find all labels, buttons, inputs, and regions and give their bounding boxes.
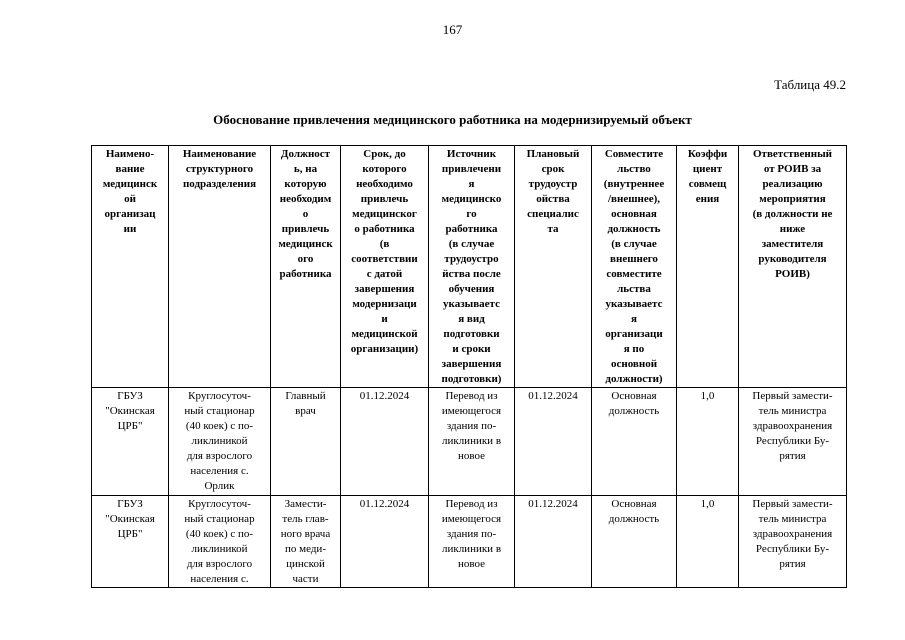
column-header-5-line: трудоустро — [444, 253, 499, 265]
column-header-1-line: вание — [115, 163, 145, 175]
column-header-9-line: РОИВ) — [775, 268, 810, 280]
column-header-3-line: ого — [297, 253, 314, 265]
table-label: Таблица 49.2 — [774, 77, 846, 92]
table-row — [92, 496, 847, 588]
column-header-7-line: должности) — [605, 373, 663, 385]
table-cell-col-1-line: "Окинская — [105, 513, 155, 525]
column-header-3-line: необходим — [279, 193, 332, 205]
table-cell-col-9-line: рятия — [779, 558, 806, 570]
table-cell-col-2-line: (40 коек) с по- — [185, 420, 254, 432]
column-header-2-line: структурного — [185, 163, 254, 175]
table-cell-col-9-line: тель министра — [758, 405, 827, 417]
table-cell-col-2-line: ный стационар — [184, 405, 255, 417]
column-header-2-line: подразделения — [182, 178, 257, 190]
table-cell-col-3-line: по меди- — [285, 543, 326, 555]
column-header-4-line: Срок, до — [363, 148, 406, 160]
table-cell-col-4 — [341, 388, 429, 496]
column-header-6-line: трудоустр — [528, 178, 578, 190]
column-header-9-line: ниже — [779, 223, 806, 235]
column-header-4-line: модернизаци — [352, 298, 417, 310]
table-cell-col-3-line: части — [292, 573, 319, 585]
table-cell-col-5-line: новое — [457, 558, 486, 570]
column-header-4-line: медицинског — [352, 208, 417, 220]
table-cell-col-2 — [169, 388, 271, 496]
page-number: 167 — [442, 22, 463, 37]
table-cell-col-2-line: для взрослого — [186, 558, 253, 570]
table-cell-col-5-line: ликлиники в — [441, 543, 502, 555]
column-header-9-line: мероприятия — [759, 193, 826, 205]
table-cell-col-2-line: для взрослого — [186, 450, 253, 462]
table-cell-col-9-line: Первый замести- — [752, 390, 833, 402]
table-cell-col-8 — [677, 388, 739, 496]
column-header-7-line: /внешнее), — [607, 193, 661, 205]
table-cell-col-6-line: 01.12.2024 — [528, 498, 578, 510]
table-cell-col-1-line: "Окинская — [105, 405, 155, 417]
table-cell-col-3-line: ного врача — [280, 528, 331, 540]
table-cell-col-9-line: рятия — [779, 450, 806, 462]
table-cell-col-9 — [739, 388, 847, 496]
column-header-8-line: циент — [692, 163, 723, 175]
column-header-4-line: соответствии — [351, 253, 418, 265]
column-header-4-line: которого — [362, 163, 407, 175]
column-header-7 — [592, 146, 677, 388]
column-header-3-line: о — [302, 208, 309, 220]
column-header-5 — [429, 146, 515, 388]
column-header-1-line: организац — [104, 208, 156, 220]
table-cell-col-2-line: Круглосуточ- — [188, 498, 251, 510]
column-header-7-line: основная — [611, 208, 657, 220]
table-cell-col-9-line: Республики Бу- — [755, 543, 830, 555]
column-header-3-line: Должност — [280, 148, 331, 160]
column-header-5-line: завершения — [441, 358, 502, 370]
column-header-9-line: руководителя — [758, 253, 827, 265]
table-cell-col-2-line: ный стационар — [184, 513, 255, 525]
column-header-3-line: которую — [284, 178, 327, 190]
column-header-8-line: Коэффи — [687, 148, 728, 160]
table-cell-col-3-line: тель глав- — [282, 513, 329, 525]
column-header-6-line: ойства — [536, 193, 570, 205]
column-header-3-line: медицинск — [278, 238, 333, 250]
table-cell-col-1-line: ЦРБ" — [117, 528, 143, 540]
table-cell-col-2 — [169, 496, 271, 588]
table-cell-col-9-line: здравоохранения — [752, 420, 833, 432]
column-header-7-line: я — [631, 313, 637, 325]
column-header-5-line: Источник — [446, 148, 497, 160]
table-cell-col-5-line: новое — [457, 450, 486, 462]
table-cell-col-3 — [271, 496, 341, 588]
column-header-5-line: медицинско — [441, 193, 502, 205]
column-header-7-line: льства — [617, 283, 651, 295]
column-header-6-line: срок — [541, 163, 565, 175]
column-header-4-line: и — [381, 313, 388, 325]
table-cell-col-1 — [92, 388, 169, 496]
table-row — [92, 388, 847, 496]
column-header-4-line: привлечь — [360, 193, 409, 205]
table-cell-col-1-line: ГБУЗ — [117, 498, 143, 510]
column-header-1-line: медицинск — [102, 178, 158, 190]
column-header-7-line: указываетс — [605, 298, 663, 310]
table-cell-col-6-line: 01.12.2024 — [528, 390, 578, 402]
table-cell-col-3-line: цинской — [286, 558, 325, 570]
table-cell-col-3-line: Замести- — [284, 498, 327, 510]
table-cell-col-7-line: должность — [608, 405, 660, 417]
table-header-row — [92, 146, 847, 388]
table-cell-col-1-line: ГБУЗ — [117, 390, 143, 402]
table-cell-col-8 — [677, 496, 739, 588]
column-header-9-line: Ответственный — [752, 148, 833, 160]
table-cell-col-8-line: 1,0 — [700, 390, 715, 402]
column-header-1 — [92, 146, 169, 388]
table-cell-col-7 — [592, 496, 677, 588]
column-header-5-line: указываетс — [443, 298, 500, 310]
column-header-4-line: с датой — [366, 268, 403, 280]
table-cell-col-2-line: Орлик — [204, 480, 235, 492]
column-header-7-line: я по — [623, 343, 645, 355]
column-header-2 — [169, 146, 271, 388]
table-cell-col-7 — [592, 388, 677, 496]
column-header-9-line: (в должности не — [752, 208, 833, 220]
column-header-7-line: основной — [610, 358, 658, 370]
column-header-4-line: необходимо — [356, 178, 413, 190]
column-header-5-line: подготовки) — [441, 373, 502, 385]
table-cell-col-7-line: должность — [608, 513, 660, 525]
table-cell-col-2-line: населения с. — [190, 465, 249, 477]
table-cell-col-5-line: Перевод из — [445, 498, 498, 510]
table-cell-col-5-line: здания по- — [446, 420, 497, 432]
table-cell-col-5-line: имеющегося — [441, 513, 502, 525]
column-header-9-line: от РОИВ за — [763, 163, 822, 175]
table-cell-col-4 — [341, 496, 429, 588]
table-cell-col-3-line: врач — [295, 405, 316, 417]
column-header-7-line: внешнего — [610, 253, 658, 265]
table-cell-col-6 — [515, 496, 592, 588]
table-cell-col-9-line: Первый замести- — [752, 498, 833, 510]
column-header-1-line: ии — [123, 223, 137, 235]
column-header-7-line: (в случае — [611, 238, 657, 250]
table-cell-col-3-line: Главный — [285, 390, 326, 402]
column-header-9-line: заместителя — [761, 238, 824, 250]
table-cell-col-7-line: Основная — [611, 498, 657, 510]
table-cell-col-9-line: тель министра — [758, 513, 827, 525]
column-header-8 — [677, 146, 739, 388]
column-header-5-line: и сроки — [452, 343, 491, 355]
column-header-3-line: ь, на — [293, 163, 318, 175]
column-header-3-line: работника — [279, 268, 332, 280]
table-cell-col-4-line: 01.12.2024 — [359, 498, 410, 510]
table-cell-col-4-line: 01.12.2024 — [359, 390, 410, 402]
column-header-6-line: та — [547, 223, 559, 235]
column-header-4 — [341, 146, 429, 388]
table-cell-col-2-line: Круглосуточ- — [188, 390, 251, 402]
column-header-4-line: о работника — [354, 223, 415, 235]
column-header-8-line: ения — [695, 193, 720, 205]
table-cell-col-5 — [429, 388, 515, 496]
table-cell-col-5 — [429, 496, 515, 588]
modernization-staff-table — [91, 145, 847, 588]
table-cell-col-9-line: Республики Бу- — [755, 435, 830, 447]
column-header-4-line: завершения — [354, 283, 415, 295]
column-header-3 — [271, 146, 341, 388]
table-cell-col-7-line: Основная — [611, 390, 657, 402]
table-cell-col-2-line: ликлиникой — [191, 543, 248, 555]
column-header-3-line: привлечь — [281, 223, 330, 235]
column-header-6-line: специалис — [527, 208, 579, 220]
column-header-5-line: подготовки — [443, 328, 500, 340]
column-header-7-line: Совместите — [604, 148, 664, 160]
column-header-5-line: обучения — [448, 283, 495, 295]
table-cell-col-6 — [515, 388, 592, 496]
column-header-5-line: йства после — [442, 268, 501, 280]
table-cell-col-1-line: ЦРБ" — [117, 420, 143, 432]
column-header-2-line: Наименование — [182, 148, 257, 160]
column-header-4-line: (в — [379, 238, 390, 250]
table-cell-col-9 — [739, 496, 847, 588]
table-cell-col-5-line: здания по- — [446, 528, 497, 540]
table-cell-col-3 — [271, 388, 341, 496]
column-header-6 — [515, 146, 592, 388]
column-header-6-line: Плановый — [526, 148, 580, 160]
table-cell-col-8-line: 1,0 — [700, 498, 715, 510]
table-cell-col-5-line: Перевод из — [445, 390, 498, 402]
column-header-5-line: я — [468, 178, 475, 190]
column-header-4-line: медицинской — [351, 328, 418, 340]
column-header-1-line: Наимено- — [105, 148, 155, 160]
table-cell-col-5-line: имеющегося — [441, 405, 502, 417]
column-header-5-line: я вид — [458, 313, 485, 325]
column-header-5-line: го — [466, 208, 477, 220]
column-header-1-line: ой — [124, 193, 136, 205]
column-header-5-line: (в случае — [448, 238, 495, 250]
table-cell-col-2-line: населения с. — [190, 573, 249, 585]
table-cell-col-2-line: (40 коек) с по- — [185, 528, 254, 540]
table-cell-col-9-line: здравоохранения — [752, 528, 833, 540]
column-header-4-line: организации) — [350, 343, 419, 355]
column-header-7-line: совместите — [606, 268, 662, 280]
column-header-5-line: привлечени — [441, 163, 502, 175]
column-header-5-line: работника — [445, 223, 498, 235]
column-header-9-line: реализацию — [762, 178, 823, 190]
table-cell-col-1 — [92, 496, 169, 588]
column-header-7-line: (внутреннее — [603, 178, 665, 190]
table-cell-col-2-line: ликлиникой — [191, 435, 248, 447]
column-header-7-line: льство — [617, 163, 651, 175]
column-header-9 — [739, 146, 847, 388]
column-header-8-line: совмещ — [688, 178, 727, 190]
table-cell-col-5-line: ликлиники в — [441, 435, 502, 447]
column-header-7-line: должность — [607, 223, 661, 235]
document-title: Обоснование привлечения медицинского работника на модернизируемый объект — [213, 112, 692, 127]
column-header-7-line: организаци — [605, 328, 663, 340]
